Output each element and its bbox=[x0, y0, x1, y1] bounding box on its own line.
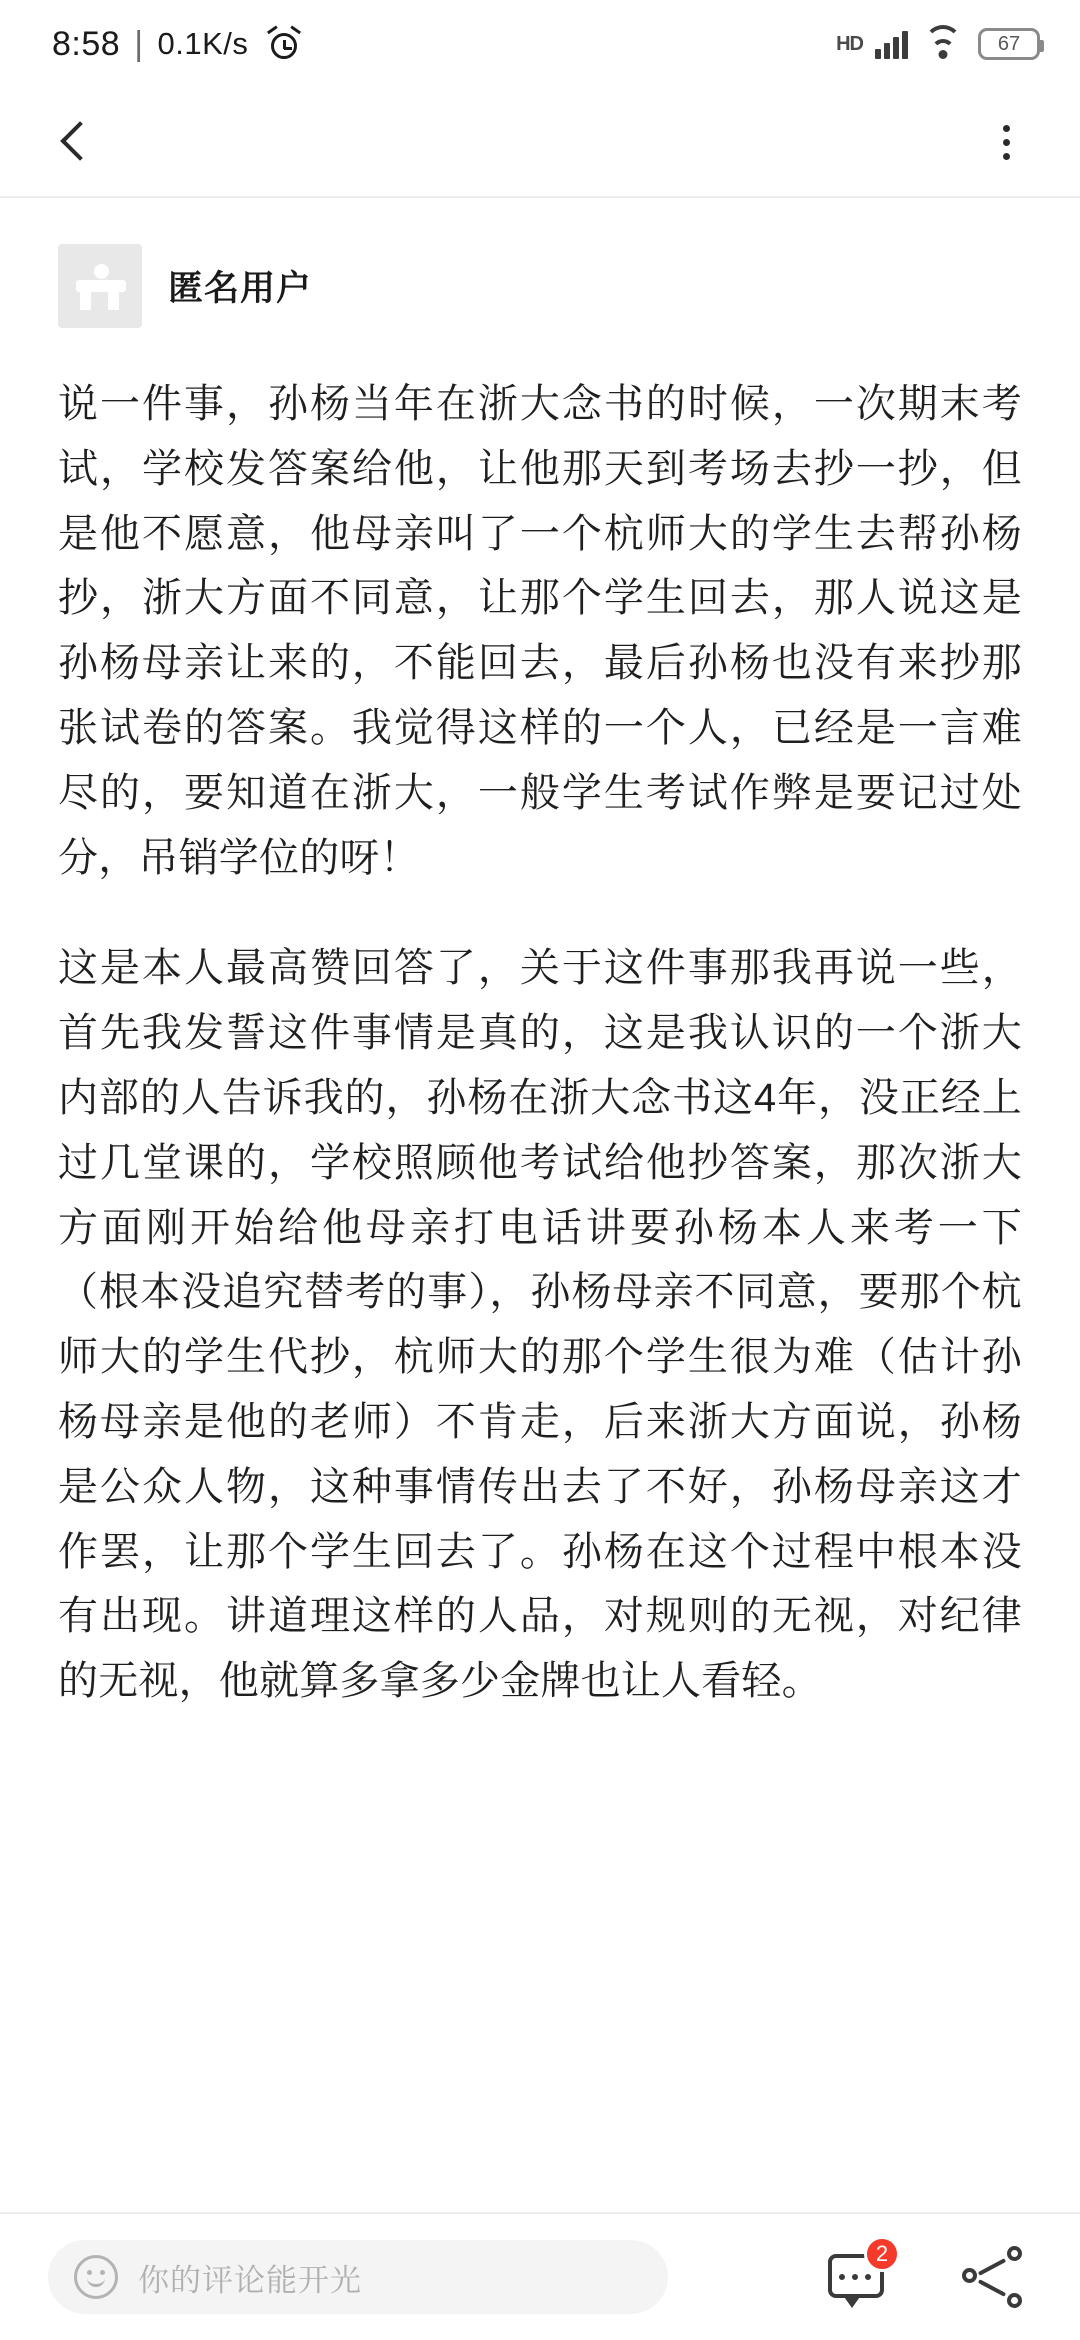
app-bar bbox=[0, 88, 1080, 198]
wifi-icon bbox=[924, 29, 962, 59]
smiley-icon[interactable] bbox=[74, 2255, 118, 2299]
post-paragraph: 这是本人最高赞回答了，关于这件事那我再说一些，首先我发誓这件事情是真的，这是我认识的一个浙大内部的人告诉我的，孙杨在浙大念书这4年，没正经上过几堂课的，学校照顾他考试给他抄答案，那次浙大方面刚开始给他母亲打电话讲要孙杨本人来考一下（根本没追究替考的事），孙杨母亲不同意，要那个杭师大的学生代抄，杭师大的那个学生很为难（估计孙杨母亲是他的老师）不肯走，后来浙大方面说，孙杨是公众人物，这种事情传出去了不好，孙杨母亲这才作罢，让那个学生回去了。孙杨在这个过程中根本没有出现。讲道理这样的人品，对规则的无视，对纪律的无视，他就算多拿多少金牌也让人看轻。 bbox=[58, 946, 1022, 1704]
author-row[interactable] bbox=[58, 244, 1022, 328]
bottom-action-bar bbox=[0, 2212, 1080, 2340]
post-paragraph: 说一件事，孙杨当年在浙大念书的时候，一次期末考试，学校发答案给他，让他那天到考场去抄一抄，但是他不愿意，他母亲叫了一个杭师大的学生去帮孙杨抄，浙大方面不同意，让那个学生回去，那人说这是孙杨母亲让来的，不能回去，最后孙杨也没有来抄那张试卷的答案。我觉得这样的一个人，已经是一言难尽的，要知道在浙大，一般学生考试作弊是要记过处分，吊销学位的呀！ bbox=[58, 382, 1022, 880]
battery-level-label: 67 bbox=[997, 32, 1021, 55]
back-chevron-icon[interactable] bbox=[46, 114, 102, 170]
share-icon bbox=[962, 2246, 1024, 2308]
alarm-icon bbox=[268, 28, 300, 60]
status-time: 8:58 bbox=[52, 24, 121, 63]
author-name[interactable]: 匿名用户 bbox=[168, 269, 313, 308]
status-bar-left bbox=[52, 25, 300, 64]
comment-placeholder: 你的评论能开光 bbox=[138, 2262, 362, 2298]
status-bar-right bbox=[836, 28, 1040, 60]
battery-indicator bbox=[978, 28, 1040, 60]
post-body bbox=[58, 372, 1022, 1714]
anonymous-avatar[interactable] bbox=[58, 244, 142, 328]
hd-icon: HD bbox=[836, 32, 863, 55]
network-speed: 0.1K/s bbox=[157, 26, 249, 61]
comment-input[interactable] bbox=[48, 2240, 668, 2314]
share-button[interactable] bbox=[962, 2246, 1024, 2308]
signal-bars-icon bbox=[875, 29, 908, 59]
comment-button[interactable] bbox=[826, 2241, 889, 2308]
bar-actions bbox=[826, 2241, 1040, 2308]
status-bar bbox=[0, 0, 1080, 88]
status-separator: | bbox=[134, 24, 144, 63]
more-options-icon[interactable] bbox=[978, 114, 1034, 170]
comment-count-badge: 2 bbox=[864, 2236, 900, 2272]
answer-content bbox=[0, 198, 1080, 2212]
